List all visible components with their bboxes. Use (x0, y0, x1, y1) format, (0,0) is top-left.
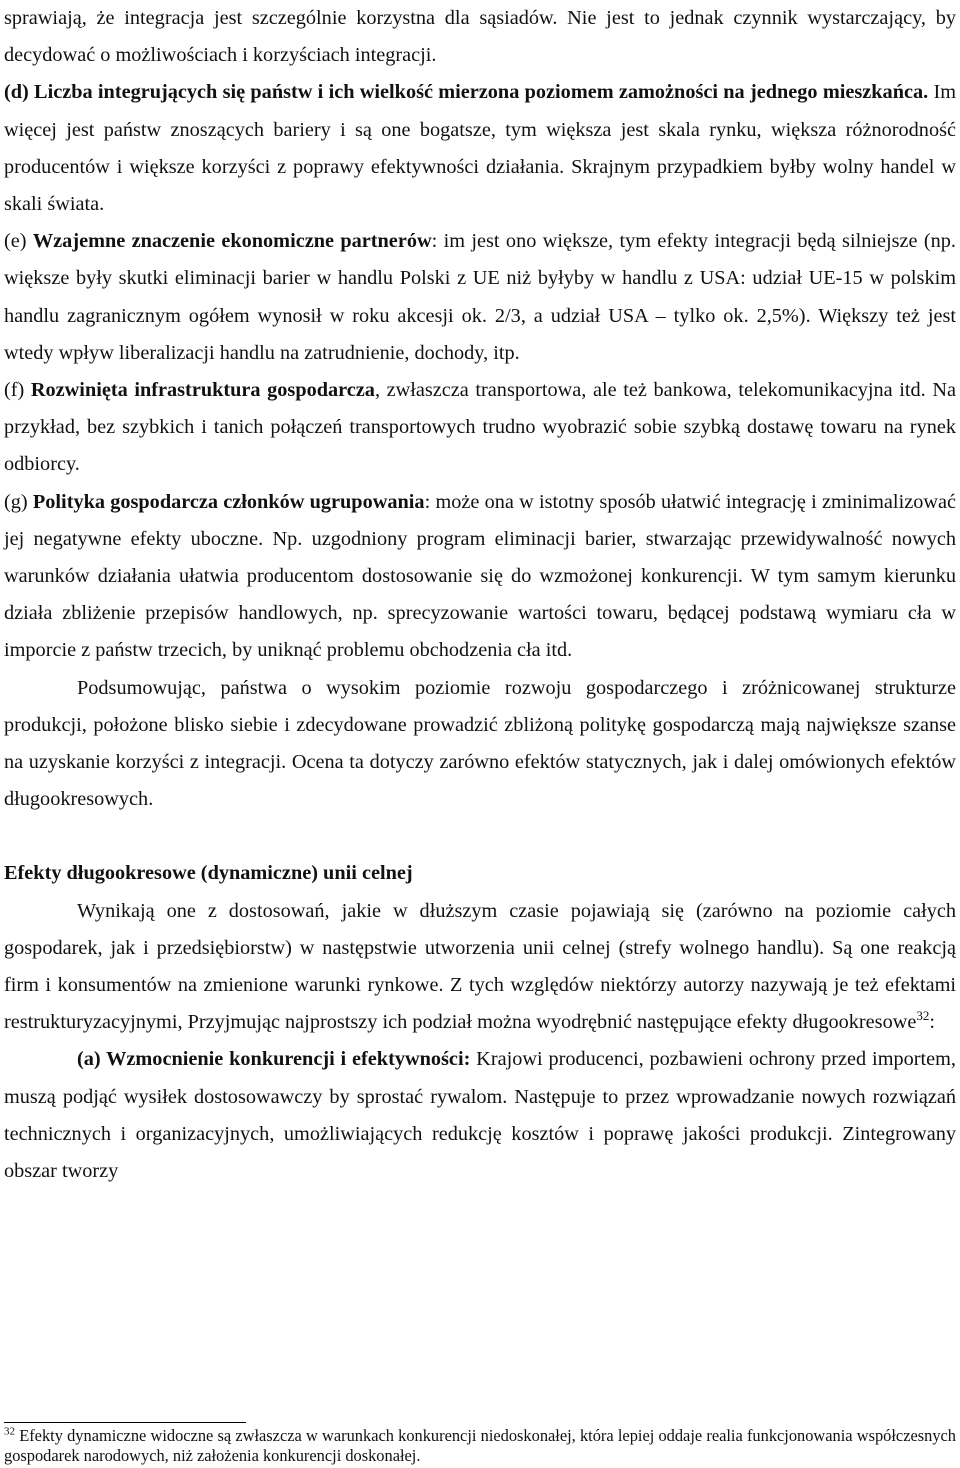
paragraph-g-prefix: (g) (4, 490, 33, 513)
intro-text: sprawiają, że integracja jest szczególnie korzystna dla sąsiadów. Nie jest to jednak czynnik wystarczający, by decydować o możliwościach i korzyściach integracji. (4, 7, 956, 67)
paragraph-a-text: Krajowi producenci, pozbawieni ochrony przed importem, muszą podjąć wysiłek dostosowawczy by sprostać rywalom. Następuje to przez wprowadzanie nowych rozwiązań technicznych i organizacyjnych, umożliwiających redukcję kosztów i poprawę jakości produkcji. Zintegrowany obszar tworzy (4, 1048, 956, 1183)
paragraph-f-prefix: (f) (4, 379, 31, 402)
paragraph-d (4, 74, 956, 223)
paragraph-a (4, 1041, 956, 1190)
paragraph-g-label: Polityka gospodarcza członków ugrupowania (32, 490, 425, 513)
paragraph-a-label: (a) Wzmocnienie konkurencji i efektywności: (77, 1048, 471, 1071)
section-heading: Efekty długookresowe (dynamiczne) unii celnej (4, 862, 413, 885)
footnote-number: 32 (4, 1425, 15, 1438)
paragraph-f-label: Rozwinięta infrastruktura gospodarcza (30, 379, 375, 402)
footnote (4, 1426, 956, 1466)
long-term-end: : (929, 1011, 935, 1034)
paragraph-f (4, 372, 956, 484)
paragraph-e-text: : im jest ono większe, tym efekty integracji będą silniejsze (np. większe były skutki eliminacji barier w handlu Polski z UE niż byłyby w handlu z USA: udział UE-15 w polskim handlu zagranicznym ogółem wynosił w roku akcesji ok. 2/3, a udział USA – tylko ok. 2,5%). Większy też jest wtedy wpływ liberalizacji handlu na zatrudnienie, dochody, itp. (4, 230, 957, 364)
footnote-separator (4, 1422, 246, 1423)
paragraph-e-prefix: (e) (4, 230, 33, 253)
footnote-reference[interactable]: 32 (916, 1008, 930, 1024)
paragraph-e-label: Wzajemne znaczenie ekonomiczne partnerów (32, 230, 432, 253)
paragraph-g (4, 484, 956, 670)
paragraph-summary (4, 670, 956, 819)
paragraph-f-text: , zwłaszcza transportowa, ale też bankowa, telekomunikacyjna itd. Na przykład, bez szybkich i tanich połączeń transportowych trudno wyobrazić sobie szybką dostawę towaru na rynek odbiorcy. (4, 379, 956, 476)
paragraph-d-label: (d) Liczba integrujących się państw i ich wielkość mierzona poziomem zamożności na jednego mieszkańca. (4, 81, 929, 104)
document-page (4, 0, 956, 1190)
section-spacer (4, 818, 956, 855)
paragraph-d-text: Im więcej jest państw znoszących bariery i są one bogatsze, tym większa jest skala rynku, większa różnorodność producentów i większe korzyści z poprawy efektywności działania. Skrajnym przypadkiem byłby wolny handel w skali świata. (4, 81, 956, 216)
footnote-text: Efekty dynamiczne widoczne są zwłaszcza w warunkach konkurencji niedoskonałej, która lepiej oddaje realia funkcjonowania współczesnych gospodarek narodowych, niż założenia konkurencji doskonałej. (4, 1426, 956, 1465)
paragraph-intro (4, 0, 956, 74)
paragraph-e (4, 223, 956, 372)
long-term-text: Wynikają one z dostosowań, jakie w dłuższym czasie pojawiają się (zarówno na poziomie całych gospodarek, jak i przedsiębiorstw) w następstwie utworzenia unii celnej (strefy wolnego handlu). Są one reakcją firm i konsumentów na zmienione warunki rynkowe. Z tych względów niektórzy autorzy nazywają je też efektami restrukturyzacyjnymi, Przyjmując najprostszy ich podział można wyodrębnić następujące efekty długookresowe (4, 899, 956, 1034)
paragraph-long-term (4, 893, 956, 1042)
summary-text: Podsumowując, państwa o wysokim poziomie rozwoju gospodarczego i zróżnicowanej strukturze produkcji, położone blisko siebie i zdecydowane prowadzić zbliżoną politykę gospodarczą mają największe szanse na uzyskanie korzyści z integracji. Ocena ta dotyczy zarówno efektów statycznych, jak i dalej omówionych efektów długookresowych. (4, 676, 956, 811)
paragraph-g-text: : może ona w istotny sposób ułatwić integrację i zminimalizować jej negatywne efekty uboczne. Np. uzgodniony program eliminacji barier, stwarzając przewidywalność nowych warunków działania ułatwia producentom dostosowanie się do wzmożonej konkurencji. W tym samym kierunku działa zbliżenie przepisów handlowych, np. sprecyzowanie wartości towaru, będącej podstawą wymiaru cła w imporcie z państw trzecich, by uniknąć problemu obchodzenia cła itd. (4, 490, 956, 662)
